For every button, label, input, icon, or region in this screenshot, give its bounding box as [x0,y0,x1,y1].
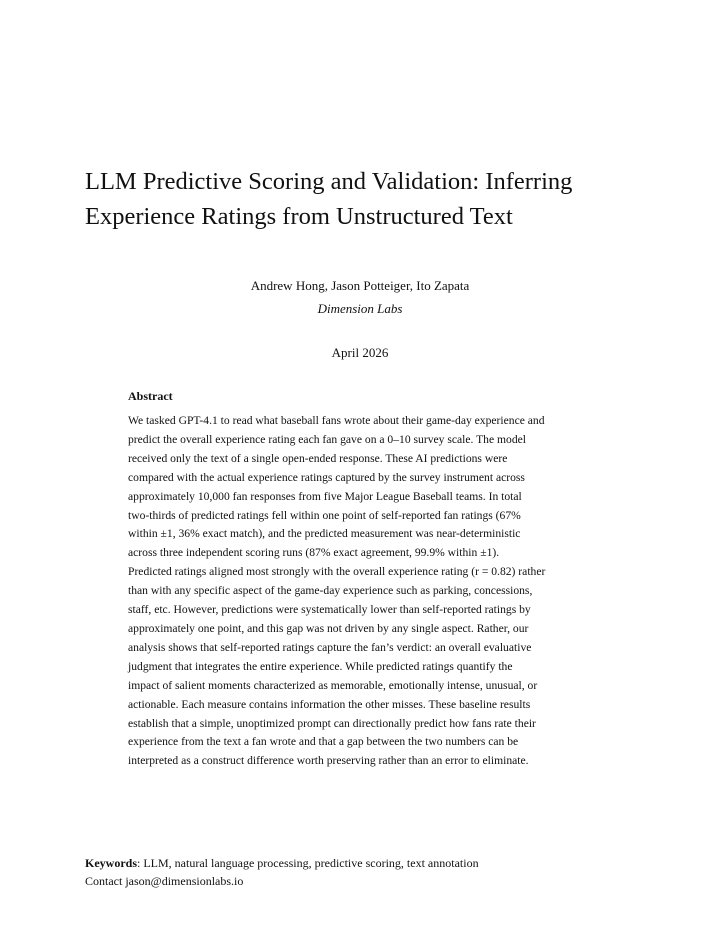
abstract-line: impact of salient moments characterized as memorable, emotionally intense, unusual, or [128,678,538,692]
abstract-line: actionable. Each measure contains information the other misses. These baseline results [128,697,531,711]
abstract-line: predict the overall experience rating each fan gave on a 0–10 survey scale. The model [128,432,526,446]
abstract-line: analysis shows that self-reported ratings capture the fan’s verdict: an overall evaluative [128,640,532,654]
paper-title [85,164,645,234]
abstract-line: than with any specific aspect of the game-day experience such as parking, concessions, [128,584,533,598]
keywords-line [85,855,479,872]
affiliation: Dimension Labs [317,301,403,316]
keywords-label: Keywords [85,856,137,870]
abstract-line: establish that a simple, unoptimized prompt can directionally predict how fans rate their [128,716,536,730]
abstract-body [128,412,608,771]
abstract-line: staff, etc. However, predictions were systematically lower than self-reported ratings by [128,603,531,617]
title-line-1: LLM Predictive Scoring and Validation: Inferring [85,168,573,195]
contact-email: Contact jason@dimensionlabs.io [85,874,244,888]
title-line-2: Experience Ratings from Unstructured Text [85,203,513,230]
abstract-line: judgment that integrates the entire experience. While predicted ratings quantify the [128,659,513,673]
abstract-line: compared with the actual experience ratings captured by the survey instrument across [128,470,525,484]
abstract-line: We tasked GPT-4.1 to read what baseball fans wrote about their game-day experience and [128,414,545,427]
publication-date: April 2026 [331,345,389,360]
keywords-text: : LLM, natural language processing, predictive scoring, text annotation [137,856,479,870]
abstract-line: interpreted as a construct difference worth preserving rather than an error to eliminate. [128,754,529,768]
abstract-line: two-thirds of predicted ratings fell within one point of self-reported fan ratings (67% [128,508,521,522]
abstract-line: within ±1, 36% exact match), and the predicted measurement was near-deterministic [128,527,521,541]
abstract-line: received only the text of a single open-ended response. These AI predictions were [128,451,508,465]
abstract-heading: Abstract [128,389,173,403]
abstract-line: experience from the text a fan wrote and that a gap between the two numbers can be [128,735,519,749]
author-list: Andrew Hong, Jason Potteiger, Ito Zapata [250,278,470,293]
abstract-line: across three independent scoring runs (87% exact agreement, 99.9% within ±1). [128,546,500,560]
abstract-line: Predicted ratings aligned most strongly with the overall experience rating (r = 0.82) rather [128,565,546,579]
abstract-line: approximately one point, and this gap was not driven by any single aspect. Rather, our [128,621,529,635]
abstract-line: approximately 10,000 fan responses from five Major League Baseball teams. In total [128,489,522,503]
